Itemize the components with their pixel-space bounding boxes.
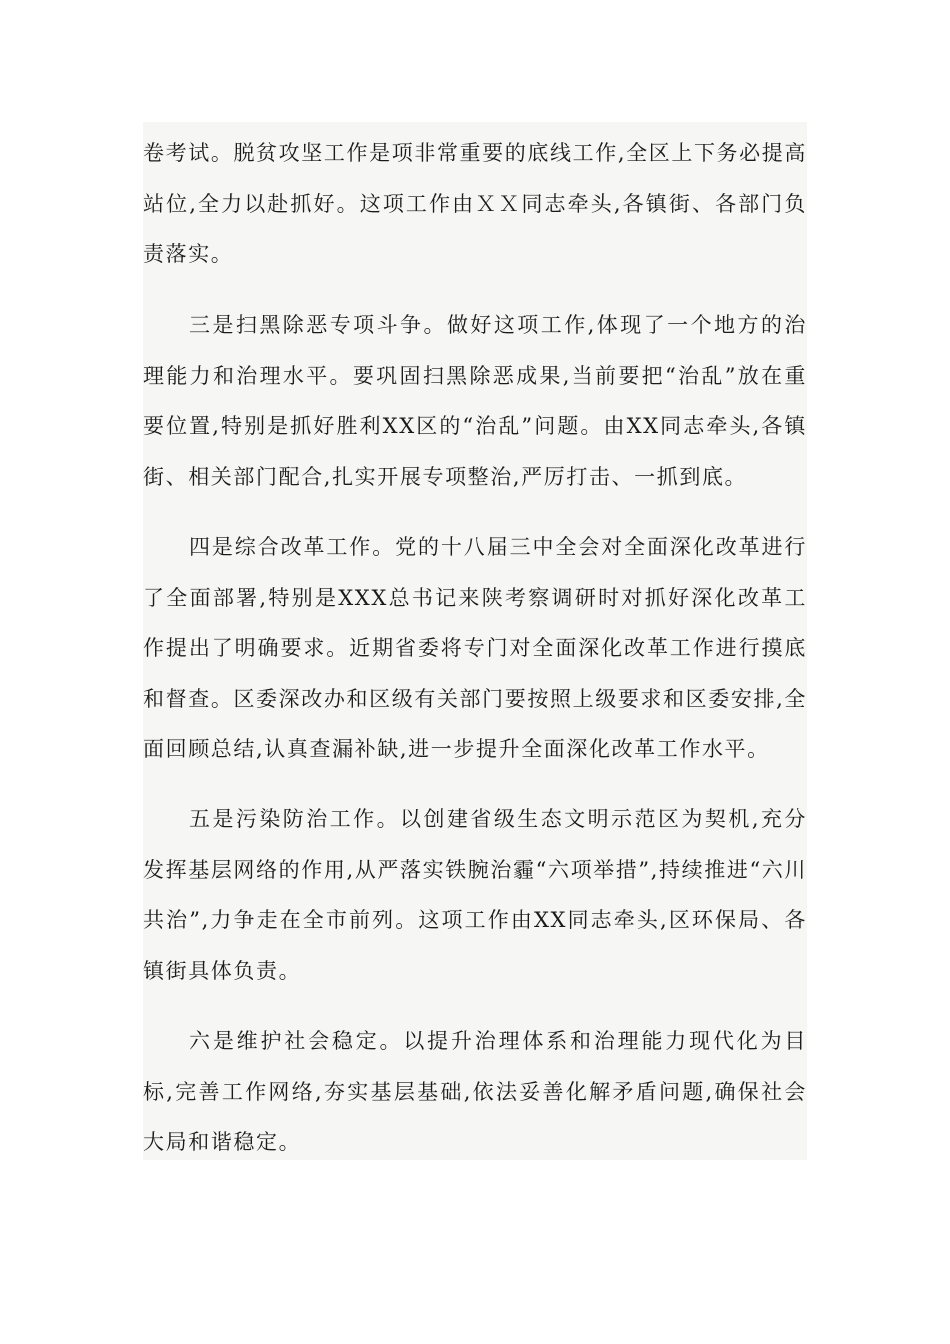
paragraph-continuation: 卷考试。脱贫攻坚工作是项非常重要的底线工作,全区上下务必提高站位,全力以赴抓好。这项工作由ＸＸ同志牵头,各镇街、各部门负责落实。 — [143, 141, 807, 266]
paragraph-reform: 四是综合改革工作。党的十八届三中全会对全面深化改革进行了全面部署,特别是XXX总书记来陕考察调研时对抓好深化改革工作提出了明确要求。近期省委将专门对全面深化改革工作进行摸底和督查。区委深改办和区级有关部门要按照上级要求和区委安排,全面回顾总结,认真查漏补缺,进一步提升全面深化改革工作水平。 — [143, 535, 807, 761]
paragraph-anti-crime: 三是扫黑除恶专项斗争。做好这项工作,体现了一个地方的治理能力和治理水平。要巩固扫黑除恶成果,当前要把“治乱”放在重要位置,特别是抓好胜利XX区的“治乱”问题。由XX同志牵头,各镇街、相关部门配合,扎实开展专项整治,严厉打击、一抓到底。 — [143, 313, 807, 489]
paragraph-stability: 六是维护社会稳定。以提升治理体系和治理能力现代化为目标,完善工作网络,夯实基层基础,依法妥善化解矛盾问题,确保社会大局和谐稳定。 — [143, 1029, 807, 1154]
document-body — [143, 122, 807, 1160]
paragraph-pollution: 五是污染防治工作。以创建省级生态文明示范区为契机,充分发挥基层网络的作用,从严落实铁腕治霾“六项举措”,持续推进“六川共治”,力争走在全市前列。这项工作由XX同志牵头,区环保局、各镇街具体负责。 — [143, 807, 807, 983]
